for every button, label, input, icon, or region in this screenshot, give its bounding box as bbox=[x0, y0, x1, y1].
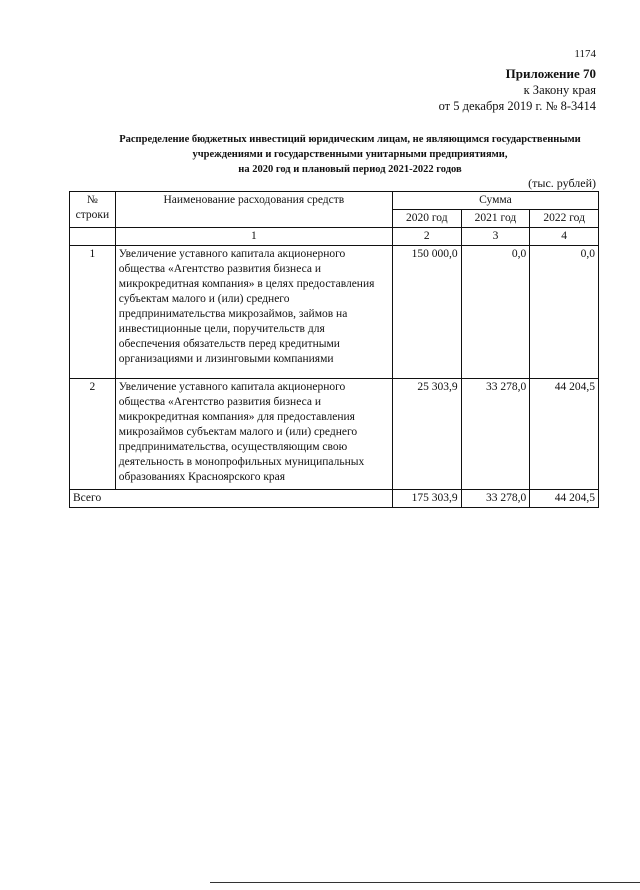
column-number-cell: 2 bbox=[392, 228, 461, 246]
units-label: (тыс. рублей) bbox=[528, 176, 596, 190]
document-title-line-2: учреждениями и государственными унитарными предприятиями, bbox=[192, 149, 508, 160]
expense-name-cell: Увеличение уставного капитала акционерного общества «Агентство развития бизнеса и микрокредитная компания» в целях предоставления субъектам малого и (или) среднего предпринимательства микрозаймов, займов на инвестиционные цели, поручительств для обеспечения обязательств перед кредитными организациями и лизинговыми компаниями bbox=[115, 246, 392, 379]
total-2021-cell: 33 278,0 bbox=[461, 490, 530, 508]
total-label: Всего bbox=[70, 490, 393, 508]
appendix-law-date: от 5 декабря 2019 г. № 8-3414 bbox=[438, 99, 596, 113]
total-2020-cell: 175 303,9 bbox=[392, 490, 461, 508]
value-2020-cell: 150 000,0 bbox=[392, 246, 461, 379]
table-header-row bbox=[70, 192, 599, 210]
value-2022-cell: 44 204,5 bbox=[530, 379, 599, 490]
document-title-line-1: Распределение бюджетных инвестиций юридическим лицам, не являющимся государственными bbox=[119, 134, 581, 145]
appendix-header bbox=[439, 66, 596, 114]
row-number-cell: 1 bbox=[70, 246, 116, 379]
value-2021-cell: 33 278,0 bbox=[461, 379, 530, 490]
column-number-cell: 4 bbox=[530, 228, 599, 246]
document-title-line-3: на 2020 год и плановый период 2021-2022 годов bbox=[238, 164, 462, 175]
row-number-header-line-2: строки bbox=[75, 209, 110, 221]
year-2020-header: 2020 год bbox=[392, 210, 461, 228]
sum-header: Сумма bbox=[392, 192, 598, 210]
total-2022-cell: 44 204,5 bbox=[530, 490, 599, 508]
budget-table bbox=[69, 191, 599, 508]
document-title bbox=[60, 132, 640, 177]
column-number-cell: 1 bbox=[115, 228, 392, 246]
row-number-cell: 2 bbox=[70, 379, 116, 490]
year-2022-header: 2022 год bbox=[530, 210, 599, 228]
appendix-law-reference: к Закону края bbox=[523, 83, 596, 97]
value-2022-cell: 0,0 bbox=[530, 246, 599, 379]
total-row bbox=[70, 490, 599, 508]
table-row bbox=[70, 246, 599, 379]
expense-name-cell: Увеличение уставного капитала акционерного общества «Агентство развития бизнеса и микрокредитная компания» для предоставления микрозаймов субъектам малого и (или) среднего предпринимательства, осуществляющим свою деятельность в монопрофильных муниципальных образованиях Красноярского края bbox=[115, 379, 392, 490]
appendix-title: Приложение 70 bbox=[505, 66, 596, 81]
value-2020-cell: 25 303,9 bbox=[392, 379, 461, 490]
row-number-header bbox=[70, 192, 116, 228]
column-number-cell: 3 bbox=[461, 228, 530, 246]
row-number-header-line-1: № bbox=[86, 194, 98, 206]
footer-divider bbox=[210, 882, 640, 883]
value-2021-cell: 0,0 bbox=[461, 246, 530, 379]
column-number-cell bbox=[70, 228, 116, 246]
name-header: Наименование расходования средств bbox=[115, 192, 392, 228]
table-row bbox=[70, 379, 599, 490]
year-2021-header: 2021 год bbox=[461, 210, 530, 228]
column-number-row bbox=[70, 228, 599, 246]
page-number: 1174 bbox=[574, 48, 596, 60]
